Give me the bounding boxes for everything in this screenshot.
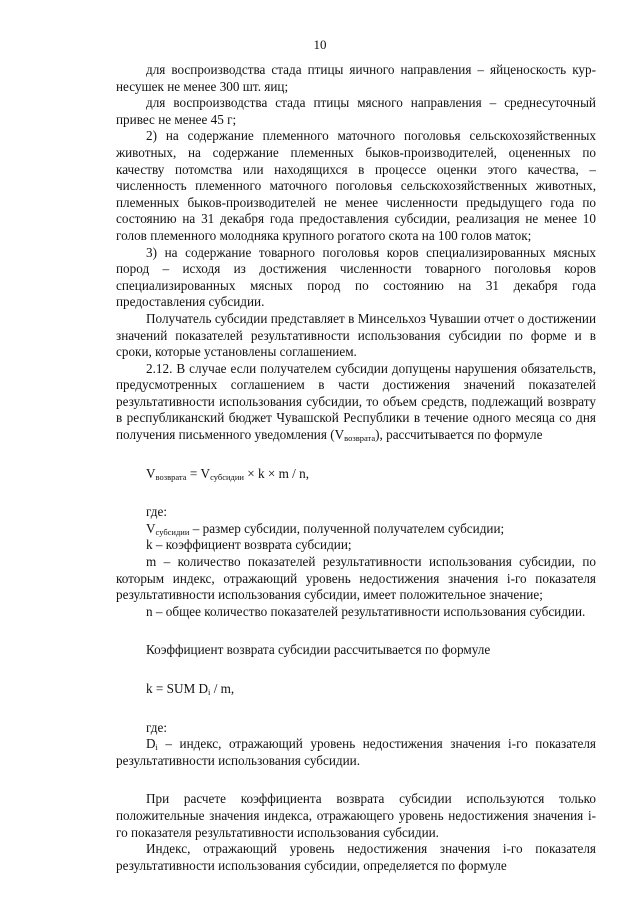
definition-text: – индекс, отражающий уровень недостижения значения i-го показателя результативности использования субсидии.: [116, 736, 596, 768]
paragraph-text: ), рассчитывается по формуле: [375, 427, 543, 443]
paragraph-text: 2.12. В случае если получателем субсидии допущены нарушения обязательств, предусмотренных соглашением в части достижения значений показателей результативности использования субсидии, то объем средств, подлежащий возврату в республиканский бюджет Чувашской Республики в течение одного месяца со дня получения письменного уведомления (V: [116, 360, 596, 443]
where-label: где:: [146, 504, 167, 520]
document-body: [116, 62, 596, 874]
paragraph: 3) на содержание товарного поголовья коров специализированных мясных пород – исходя из достижения численности товарного поголовья коров специализированных мясных пород по состоянию на 31 декабря года предоставления субсидии.: [116, 244, 596, 310]
formula-symbol: × k × m / n,: [243, 465, 310, 481]
definition: k – коэффициент возврата субсидии;: [146, 537, 352, 553]
definition: [116, 521, 596, 538]
paragraph: для воспроизводства стада птицы яичного направления – яйценоскость кур-несушек не менее 300 шт. яиц;: [116, 62, 596, 94]
formula-symbol: V: [146, 465, 156, 481]
formula-symbol: / m,: [210, 681, 235, 696]
paragraph: 2) на содержание племенного маточного поголовья сельскохозяйственных животных, на содержание племенных быков-производителей, оцененных по качеству потомства или находящихся в процессе оценки этого качества, – численность племенного маточного поголовья сельскохозяйственных животных, племенных быков-производителей не менее численности предыдущего года по состоянию на 31 декабря года предоставления субсидии, реализация не менее 10 голов племенного молодняка крупного рогатого скота на 100 голов маток;: [116, 128, 596, 243]
page-number: 10: [313, 37, 327, 52]
paragraph: Индекс, отражающий уровень недостижения значения i-го показателя результативности использования субсидии, определяется по формуле: [116, 841, 596, 873]
formula-symbol: D: [146, 736, 156, 752]
formula-coefficient: [116, 681, 596, 698]
paragraph: Коэффициент возврата субсидии рассчитывается по формуле: [146, 642, 491, 658]
definition: n – общее количество показателей результативности использования субсидии.: [146, 603, 586, 619]
subscript: i: [208, 687, 211, 697]
formula-symbol: k = SUM D: [146, 681, 209, 696]
definition: [116, 736, 596, 769]
subscript: субсидии: [155, 526, 190, 537]
definition-text: – размер субсидии, полученной получателем субсидии;: [189, 520, 505, 536]
paragraph: для воспроизводства стада птицы мясного направления – среднесуточный привес не менее 45 г;: [116, 95, 596, 127]
paragraph-2-12: [116, 361, 596, 444]
paragraph: Получатель субсидии представляет в Минсельхоз Чувашии отчет о достижении значений показателей результативности использования субсидии по форме и в сроки, которые установлены соглашением.: [116, 310, 596, 360]
subscript: i: [155, 742, 158, 753]
formula-refund: [116, 466, 596, 483]
subscript: возврата: [155, 471, 187, 482]
formula-symbol: V: [146, 520, 156, 536]
subscript: субсидии: [210, 471, 244, 482]
paragraph: При расчете коэффициента возврата субсидии используются только положительные значения индекса, отражающего уровень недостижения значения i-го показателя результативности использования субсидии.: [116, 791, 596, 840]
formula-symbol: = V: [186, 465, 211, 481]
definition: m – количество показателей результативности использования субсидии, по которым индекс, отражающий уровень недостижения значения i-го показателя результативности использования субсидии, имеет положительное значение;: [116, 554, 596, 603]
where-label: где:: [146, 719, 167, 735]
subscript: возврата: [344, 433, 376, 444]
